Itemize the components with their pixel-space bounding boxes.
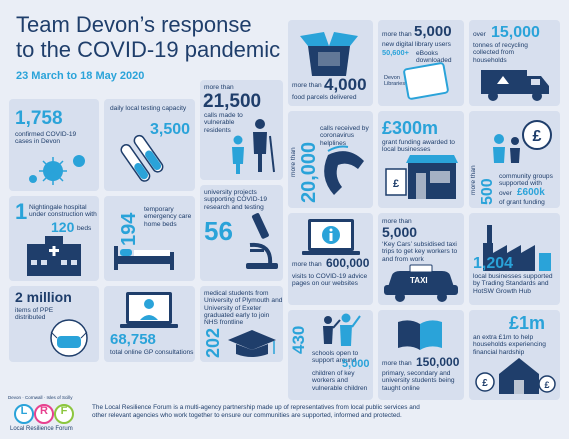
elderly-people-icon — [200, 80, 283, 180]
medical-value: 202 — [203, 327, 223, 358]
library-value: 5,000 — [414, 23, 452, 40]
ppe-label: items of PPE distributed — [15, 307, 54, 322]
students-label: primary, secondary and university students being taught online — [382, 370, 455, 392]
ppe-value: 2 million — [15, 289, 72, 305]
gp-label: total online GP consultations — [110, 349, 194, 356]
library-sign: Devon Libraries — [384, 75, 406, 88]
taxi-value: 5,000 — [382, 224, 418, 240]
students-value: 150,000 — [416, 355, 460, 369]
grants-value: £300m — [382, 118, 439, 138]
food-value: 4,000 — [324, 75, 367, 94]
community-prefix: more than — [470, 165, 477, 195]
library-line-1: new digital library users — [382, 41, 451, 48]
schools-label-1: schools open to support around — [312, 350, 359, 365]
card-students — [378, 310, 464, 400]
card-confirmed-cases — [9, 99, 99, 191]
face-mask-icon — [9, 286, 99, 362]
care-beds-label: temporary emergency care home beds — [144, 206, 192, 228]
virus-icon — [9, 99, 99, 191]
nightingale-beds-value: 120 — [51, 219, 75, 235]
shop-icon — [378, 111, 464, 208]
card-ppe — [9, 286, 99, 362]
phone-icon — [288, 111, 373, 208]
logo-name: Local Resilience Forum — [10, 426, 73, 432]
card-medical — [200, 286, 283, 362]
footer-description: The Local Resilience Forum is a multi-agency partnership made up of representatives from local public services and other relevant agencies who work together to ensure our communities are supported, informed and protected. — [92, 404, 420, 419]
card-schools — [288, 310, 373, 400]
card-food — [288, 20, 373, 106]
students-prefix: more than — [382, 360, 412, 367]
helpline-prefix: more than — [290, 147, 297, 177]
schools-value: 430 — [289, 325, 308, 354]
helpline-value: 20,000 — [298, 141, 320, 203]
community-label-2: of grant funding — [499, 199, 545, 206]
advice-label: visits to COVID-19 advice pages on our websites — [292, 273, 368, 288]
schools-children-value: 5,000 — [342, 358, 370, 370]
hospital-icon — [9, 196, 99, 281]
library-prefix: more than — [382, 31, 412, 38]
taxi-sign: TAXI — [410, 276, 428, 285]
grants-label: grant funding awarded to local businesses — [382, 139, 455, 154]
care-beds-value: 194 — [118, 212, 140, 246]
svg-text:£: £ — [392, 178, 400, 190]
calls-vulnerable-prefix: more than — [204, 84, 234, 91]
card-grants — [378, 111, 464, 208]
taxi-label: ‘Key Cars’ subsidised taxi trips to get key workers to and from work — [382, 241, 458, 263]
gp-value: 68,758 — [110, 331, 156, 348]
community-value: 500 — [479, 178, 496, 205]
trading-label: local businesses supported by Trading Standards and HotSW Growth Hub — [473, 273, 553, 295]
tablet-icon — [378, 20, 464, 106]
page-title — [16, 12, 280, 63]
logo-letter-r: R — [40, 405, 48, 417]
recycling-truck-icon — [469, 20, 560, 106]
card-library — [378, 20, 464, 106]
house-money-icon — [469, 310, 560, 400]
schools-label-2: children of key workers and vulnerable children — [312, 370, 368, 392]
card-testing — [104, 99, 195, 191]
medical-label: medical students from University of Plymouth and University of Exeter graduated early to join NHS frontline — [204, 290, 283, 326]
recycling-label: tonnes of recycling collected from households — [473, 42, 528, 64]
logo-letter-l: L — [20, 405, 28, 417]
taxi-prefix: more than — [382, 218, 412, 225]
calls-vulnerable-label: calls made to vulnerable residents — [204, 112, 243, 134]
cases-label: confirmed COVID-19 cases in Devon — [15, 131, 77, 146]
card-advice — [288, 213, 373, 305]
microscope-icon — [200, 185, 283, 281]
hardship-label: an extra £1m to help households experiencing financial hardship — [473, 334, 546, 356]
card-helpline — [288, 111, 373, 208]
food-label: food parcels delivered — [292, 94, 357, 101]
nightingale-label-1: Nightingale hospital under construction with — [29, 204, 97, 219]
taxi-car-icon — [378, 213, 464, 305]
svg-text:£: £ — [532, 128, 542, 145]
community-label-1: community groups supported with — [499, 173, 553, 188]
test-tube-icon — [104, 99, 195, 191]
card-trading — [469, 213, 560, 305]
food-prefix: more than — [292, 82, 322, 89]
cases-value: 1,758 — [15, 108, 63, 129]
library-ebooks-value: 50,600+ — [382, 48, 409, 57]
community-grant-value: £600k — [517, 187, 545, 198]
svg-text:£: £ — [544, 380, 550, 390]
date-range: 23 March to 18 May 2020 — [16, 70, 145, 82]
nightingale-beds-label: beds — [77, 225, 92, 232]
card-care-beds — [104, 196, 195, 281]
card-calls-vulnerable — [200, 80, 283, 180]
calls-vulnerable-value: 21,500 — [203, 91, 262, 112]
card-gp — [104, 286, 195, 362]
advice-prefix: more than — [292, 261, 322, 268]
card-nightingale — [9, 196, 99, 281]
graduation-cap-icon — [200, 286, 283, 362]
nightingale-value: 1 — [15, 199, 28, 224]
community-over: over — [499, 190, 512, 197]
recycling-prefix: over — [473, 31, 486, 38]
title-line-2: to the COVID-19 pandemic — [16, 37, 281, 63]
library-line-2: eBooks downloaded — [416, 50, 452, 65]
card-hardship — [469, 310, 560, 400]
card-recycling — [469, 20, 560, 106]
card-university — [200, 185, 283, 281]
logo-caption: Devon · Cornwall · Isles of Scilly — [8, 395, 73, 400]
logo-letter-f: F — [60, 405, 68, 417]
recycling-value: 15,000 — [491, 24, 540, 41]
svg-text:£: £ — [482, 378, 488, 389]
university-label: university projects supporting COVID-19 research and testing — [204, 189, 268, 211]
bed-icon — [104, 196, 195, 281]
trading-value: 1,204 — [473, 255, 514, 272]
card-community — [469, 111, 560, 208]
university-value: 56 — [204, 216, 233, 246]
hardship-value: £1m — [509, 313, 546, 333]
testing-label: daily local testing capacity — [110, 105, 187, 112]
title-line-1: Team Devon’s response — [16, 12, 252, 37]
advice-value: 600,000 — [326, 256, 370, 270]
testing-value: 3,500 — [150, 121, 191, 138]
card-taxi — [378, 213, 464, 305]
helpline-label: calls received by coronavirus helplines — [320, 125, 369, 147]
